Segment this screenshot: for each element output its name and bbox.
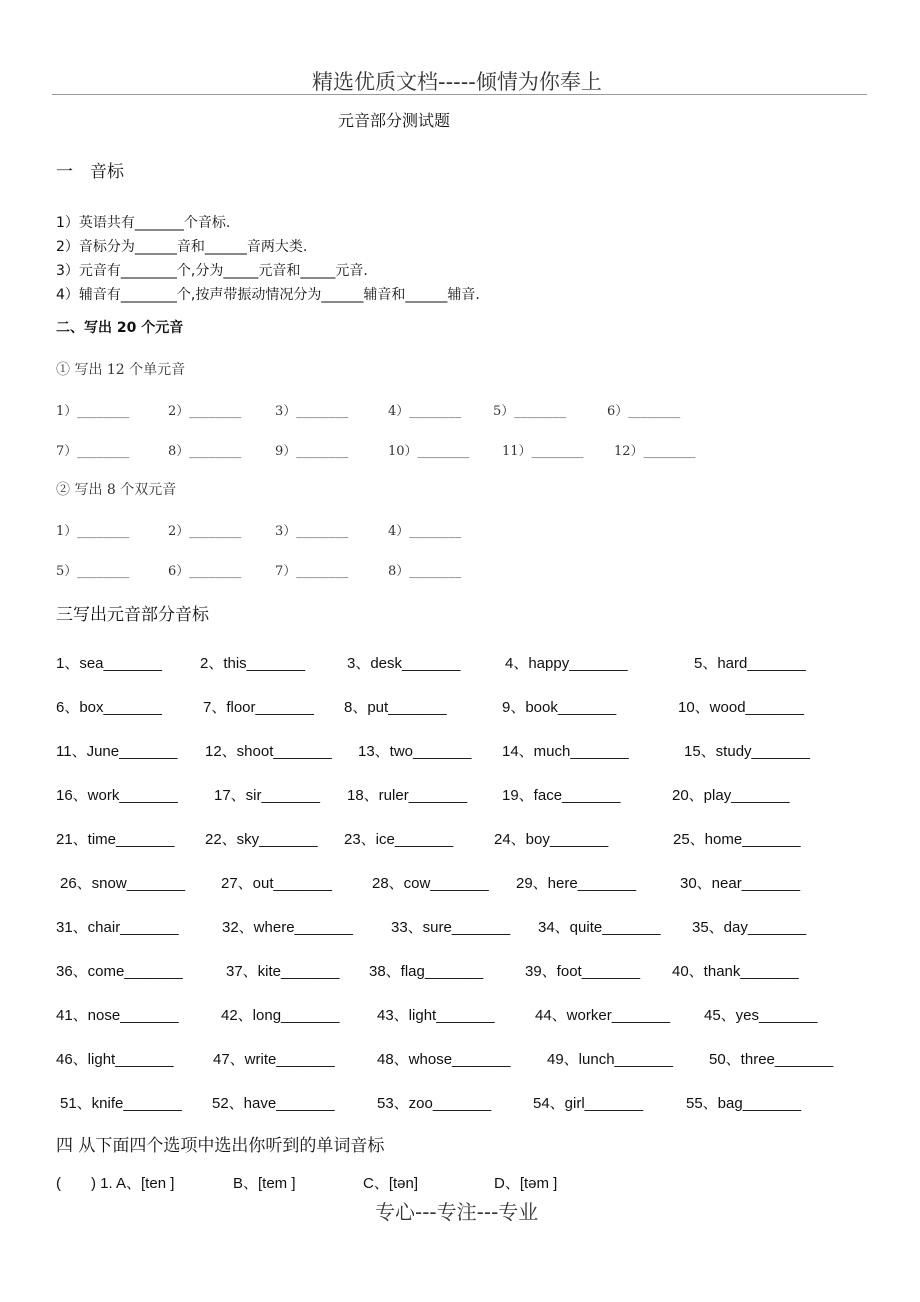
section3-heading: 三写出元音部分音标 (56, 605, 209, 625)
word-item: 18、ruler_______ (347, 787, 468, 804)
question: 2）音标分为______音和______音两大类. (56, 239, 308, 255)
word-item: 3、desk_______ (347, 655, 461, 672)
vowel-blank: 12）________ (614, 444, 696, 459)
question: 1）英语共有_______个音标. (56, 215, 231, 231)
option-a: ( ) 1. A、[ten ] (56, 1175, 175, 1192)
word-item: 43、light_______ (377, 1007, 495, 1024)
word-item: 32、where_______ (222, 919, 353, 936)
option-c: C、[tən] (363, 1175, 419, 1192)
word-item: 54、girl_______ (533, 1095, 644, 1112)
diphthong-blank: 6）________ (168, 564, 242, 579)
word-item: 4、happy_______ (505, 655, 628, 672)
option-b: B、[tem ] (233, 1175, 296, 1192)
vowel-blank: 9）________ (275, 444, 349, 459)
word-item: 28、cow_______ (372, 875, 489, 892)
word-item: 6、box_______ (56, 699, 162, 716)
word-item: 22、sky_______ (205, 831, 318, 848)
word-item: 25、home_______ (673, 831, 801, 848)
part1-label: ① 写出 12 个单元音 (56, 362, 186, 378)
word-item: 15、study_______ (684, 743, 810, 760)
word-item: 21、time_______ (56, 831, 175, 848)
word-item: 23、ice_______ (344, 831, 454, 848)
vowel-blank: 7）________ (56, 444, 130, 459)
word-item: 9、book_______ (502, 699, 617, 716)
header-divider (52, 94, 867, 95)
diphthong-blank: 5）________ (56, 564, 130, 579)
word-item: 53、zoo_______ (377, 1095, 492, 1112)
word-item: 50、three_______ (709, 1051, 834, 1068)
vowel-blank: 8）________ (168, 444, 242, 459)
word-item: 29、here_______ (516, 875, 637, 892)
word-item: 13、two_______ (358, 743, 472, 760)
diphthong-blank: 7）________ (275, 564, 349, 579)
word-item: 10、wood_______ (678, 699, 804, 716)
word-item: 24、boy_______ (494, 831, 609, 848)
word-item: 12、shoot_______ (205, 743, 332, 760)
word-item: 11、June_______ (56, 743, 178, 760)
part2-label: ② 写出 8 个双元音 (56, 482, 177, 498)
word-item: 44、worker_______ (535, 1007, 671, 1024)
question: 3）元音有________个,分为_____元音和_____元音. (56, 263, 368, 279)
diphthong-blank: 2）________ (168, 524, 242, 539)
word-item: 5、hard_______ (694, 655, 806, 672)
word-item: 48、whose_______ (377, 1051, 511, 1068)
vowel-blank: 4）________ (388, 404, 462, 419)
section4-heading: 四 从下面四个选项中选出你听到的单词音标 (56, 1136, 385, 1156)
section2-heading: 二、写出 20 个元音 (56, 320, 184, 336)
word-item: 26、snow_______ (60, 875, 186, 892)
word-item: 55、bag_______ (686, 1095, 802, 1112)
vowel-blank: 3）________ (275, 404, 349, 419)
word-item: 27、out_______ (221, 875, 332, 892)
diphthong-blank: 4）________ (388, 524, 462, 539)
word-item: 47、write_______ (213, 1051, 335, 1068)
vowel-blank: 10）________ (388, 444, 470, 459)
vowel-blank: 2）________ (168, 404, 242, 419)
word-item: 16、work_______ (56, 787, 178, 804)
question: 4）辅音有________个,按声带振动情况分为______辅音和______辅音. (56, 287, 480, 303)
word-item: 20、play_______ (672, 787, 790, 804)
word-item: 38、flag_______ (369, 963, 484, 980)
word-item: 2、this_______ (200, 655, 306, 672)
word-item: 14、much_______ (502, 743, 629, 760)
vowel-blank: 6）________ (607, 404, 681, 419)
word-item: 34、quite_______ (538, 919, 661, 936)
diphthong-blank: 1）________ (56, 524, 130, 539)
word-item: 1、sea_______ (56, 655, 162, 672)
document-title: 元音部分测试题 (338, 111, 451, 130)
word-item: 36、come_______ (56, 963, 183, 980)
word-item: 52、have_______ (212, 1095, 335, 1112)
vowel-blank: 11）________ (502, 444, 584, 459)
word-item: 33、sure_______ (391, 919, 511, 936)
word-item: 49、lunch_______ (547, 1051, 673, 1068)
word-item: 39、foot_______ (525, 963, 641, 980)
word-item: 45、yes_______ (704, 1007, 818, 1024)
section1-heading: 一 音标 (56, 162, 124, 182)
word-item: 7、floor_______ (203, 699, 314, 716)
word-item: 30、near_______ (680, 875, 801, 892)
word-item: 40、thank_______ (672, 963, 799, 980)
word-item: 35、day_______ (692, 919, 807, 936)
page-header: 精选优质文档-----倾情为你奉上 (312, 70, 602, 94)
diphthong-blank: 8）________ (388, 564, 462, 579)
vowel-blank: 1）________ (56, 404, 130, 419)
diphthong-blank: 3）________ (275, 524, 349, 539)
page-footer: 专心---专注---专业 (375, 1200, 539, 1224)
word-item: 51、knife_______ (60, 1095, 182, 1112)
word-item: 41、nose_______ (56, 1007, 179, 1024)
word-item: 37、kite_______ (226, 963, 340, 980)
word-item: 8、put_______ (344, 699, 447, 716)
vowel-blank: 5）________ (493, 404, 567, 419)
word-item: 19、face_______ (502, 787, 621, 804)
word-item: 31、chair_______ (56, 919, 179, 936)
word-item: 46、light_______ (56, 1051, 174, 1068)
option-d: D、[təm ] (494, 1175, 558, 1192)
word-item: 42、long_______ (221, 1007, 340, 1024)
word-item: 17、sir_______ (214, 787, 320, 804)
